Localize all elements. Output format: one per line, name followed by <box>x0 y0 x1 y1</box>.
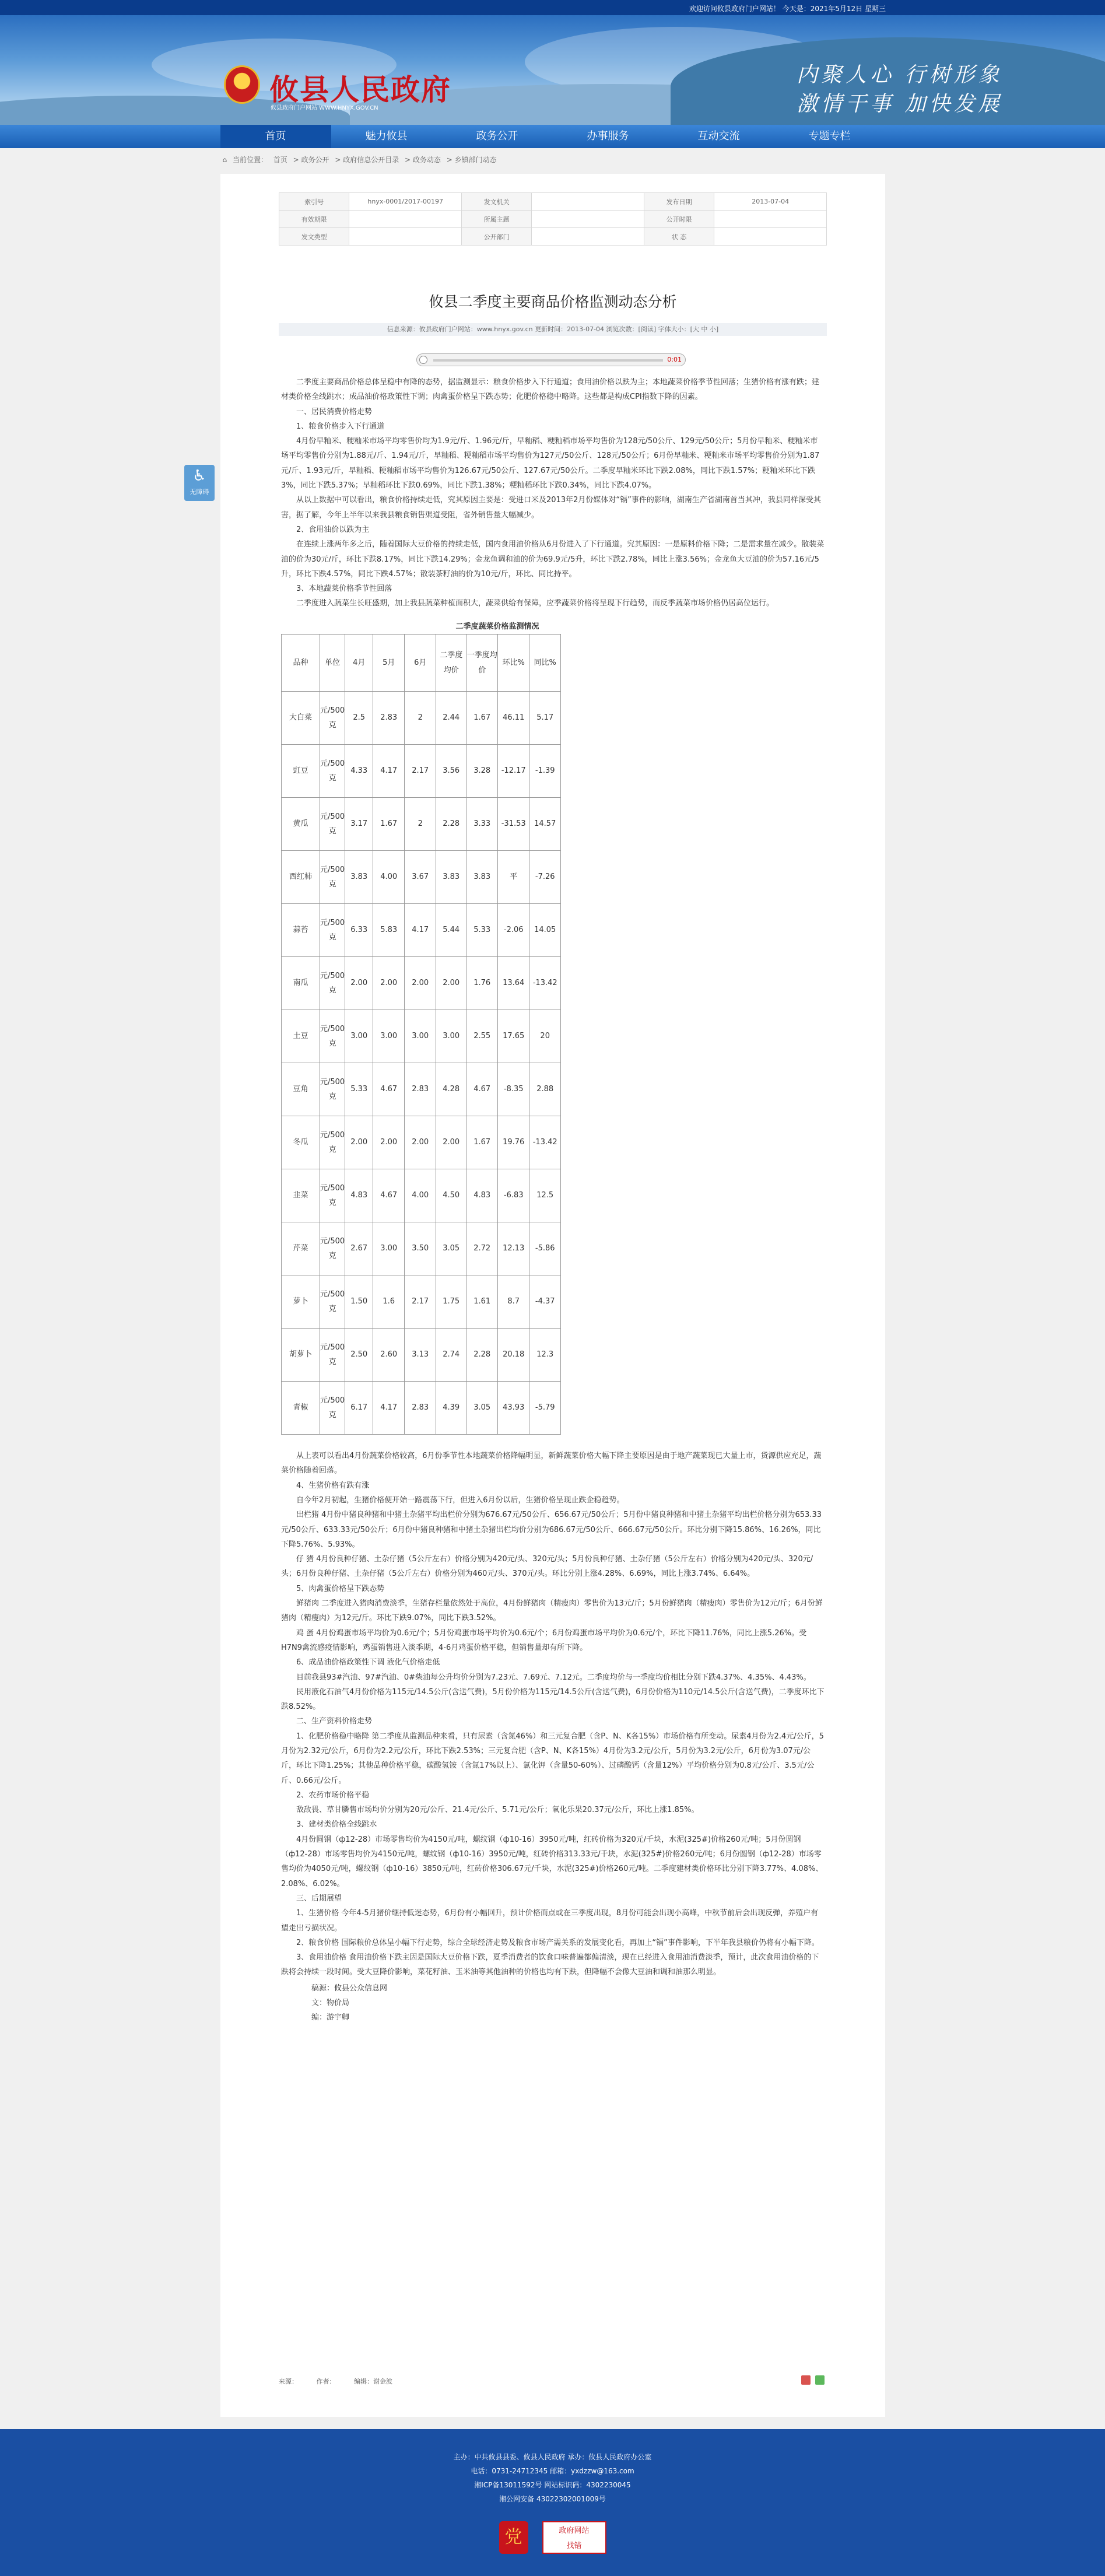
table-cell: 2.5 <box>345 692 373 745</box>
table-header: 单位 <box>320 635 345 692</box>
table-cell: 5.17 <box>529 692 561 745</box>
table-cell: 2.83 <box>373 692 405 745</box>
table-header: 品种 <box>282 635 320 692</box>
article-paragraph: 民用液化石油气4月份价格为115元/14.5公斤(含送气费)，5月份价格为115元/14.5公斤(含送气费)，6月份价格为110元/14.5公斤(含送气费)，二季度环比下跌8.52%。 <box>281 1687 825 1712</box>
footer-line-contact: 电话：0731-24712345 邮箱：yxdzzw@163.com <box>471 2467 634 2475</box>
breadcrumb <box>220 148 885 171</box>
article-paragraphs-part1 <box>281 375 825 611</box>
table-cell: 3.05 <box>436 1222 466 1275</box>
article-paragraph: 仔 猪 4月份良种仔猪、土杂仔猪（5公斤左右）价格分别为420元/头、320元/头；5月份良种仔猪、土杂仔猪（5公斤左右）价格分别为420元/头、320元/头；6月份良种仔猪、土杂仔猪（5公斤左右）价格分别为460元/头、370元/头。环比分别上涨4.28%、6.69%，同比上涨3.74%、6.64%。 <box>281 1555 813 1579</box>
meta-value: 2013-07-04 <box>714 193 827 211</box>
breadcrumb-gov-affairs[interactable]: > 政务公开 <box>293 156 329 164</box>
table-cell: 4.67 <box>466 1063 498 1116</box>
table-cell: 2.00 <box>405 1116 436 1169</box>
table-row <box>282 957 561 1010</box>
table-cell: 2.50 <box>345 1329 373 1382</box>
table-cell: 平 <box>498 851 529 904</box>
footer-line-police[interactable]: 湘公网安备 43022302001009号 <box>499 2495 606 2503</box>
table-cell: 蒜苔 <box>282 904 320 957</box>
table-cell: -1.39 <box>529 745 561 798</box>
table-cell: 韭菜 <box>282 1169 320 1222</box>
table-cell: -6.83 <box>498 1169 529 1222</box>
table-cell: 2.74 <box>436 1329 466 1382</box>
table-cell: 3.28 <box>466 745 498 798</box>
meta-key: 所属主题 <box>461 211 531 228</box>
table-cell: 1.75 <box>436 1275 466 1329</box>
table-header: 同比% <box>529 635 561 692</box>
table-cell: 1.61 <box>466 1275 498 1329</box>
sign-line: 稿源：攸县公众信息网 <box>311 1983 388 1993</box>
meta-value <box>349 228 462 246</box>
meta-key: 公开时限 <box>644 211 714 228</box>
table-cell: 青椒 <box>282 1382 320 1435</box>
audio-player[interactable] <box>416 353 686 366</box>
table-cell: 3.83 <box>466 851 498 904</box>
table-row <box>282 798 561 851</box>
table-cell: 2.67 <box>345 1222 373 1275</box>
table-cell: 1.6 <box>373 1275 405 1329</box>
slogan-line1: 内聚人心 行树形象 <box>797 63 1003 87</box>
table-cell: 3.56 <box>436 745 466 798</box>
table-cell: 胡萝卜 <box>282 1329 320 1382</box>
table-cell: 2.44 <box>436 692 466 745</box>
table-cell: 4.83 <box>466 1169 498 1222</box>
table-cell: 2.72 <box>466 1222 498 1275</box>
meta-key: 发文机关 <box>461 193 531 211</box>
table-cell: 4.17 <box>373 1382 405 1435</box>
article-paragraph: 4、生猪价格有跌有涨 <box>296 1481 370 1490</box>
table-cell: 元/500克 <box>320 745 345 798</box>
table-cell: 43.93 <box>498 1382 529 1435</box>
table-header: 6月 <box>405 635 436 692</box>
article-paragraph: 5、肉禽蛋价格呈下跌态势 <box>296 1584 385 1593</box>
table-cell: 2.00 <box>405 957 436 1010</box>
header-banner <box>0 15 1105 125</box>
table-cell: 20 <box>529 1010 561 1063</box>
meta-key: 发布日期 <box>644 193 714 211</box>
table-cell: 4.83 <box>345 1169 373 1222</box>
table-header: 5月 <box>373 635 405 692</box>
article-paragraph: 二季度主要商品价格总体呈稳中有降的态势，据监测显示：粮食价格步入下行通道；食用油价格以跌为主；本地蔬菜价格季节性回落；生猪价格有涨有跌；建材类价格全线跳水；成品油价格政策性下调；肉禽蛋价格呈下跌态势；化肥价格稳中略降。这些都是构成CPI指数下降的因素。 <box>281 378 820 402</box>
nav-item-topics[interactable]: 专题专栏 <box>808 130 851 142</box>
wheelchair-icon: ♿ <box>192 467 206 485</box>
accessibility-button[interactable] <box>184 465 215 501</box>
badge2-line1: 政府网站 <box>559 2526 590 2535</box>
table-cell: 1.50 <box>345 1275 373 1329</box>
footer-line-icp[interactable]: 湘ICP备13011592号 网站标识码：4302230045 <box>474 2481 631 2489</box>
table-cell: 19.76 <box>498 1116 529 1169</box>
table-cell: 元/500克 <box>320 904 345 957</box>
table-cell: 元/500克 <box>320 1116 345 1169</box>
table-cell: -2.06 <box>498 904 529 957</box>
table-cell: 元/500克 <box>320 1382 345 1435</box>
table-cell: 3.00 <box>345 1010 373 1063</box>
table-cell: 2.83 <box>405 1382 436 1435</box>
print-icon[interactable] <box>801 2375 811 2385</box>
table-cell: -7.26 <box>529 851 561 904</box>
table-cell: 4.67 <box>373 1063 405 1116</box>
article-paragraph: 1、生猪价格 今年4-5月猪价继持低迷态势，6月份有小幅回升，预计价格而点或在三季度出现，8月份可能会出现小高峰，中秋节前后会出现反弹，养殖户有望走出亏损状况。 <box>281 1909 819 1933</box>
share-bar <box>799 2375 825 2387</box>
article-info: 信息来源：攸县政府门户网站：www.hnyx.gov.cn 更新时间：2013-07-04 浏览次数：[阅读] 字体大小：[大 中 小] <box>279 323 827 336</box>
article-sign-block <box>281 1981 825 2025</box>
table-cell: 5.44 <box>436 904 466 957</box>
table-cell: 萝卜 <box>282 1275 320 1329</box>
article-paragraph: 2、粮食价格 国际粮价总体呈小幅下行走势，综合全球经济走势及粮食市场产需关系的发展变化看，再加上“镉”事件影响，下半年我县粮价仍将有小幅下降。 <box>296 1938 819 1947</box>
table-row <box>282 1222 561 1275</box>
article-paragraph: 一、居民消费价格走势 <box>296 407 373 416</box>
table-cell: 2.00 <box>436 1116 466 1169</box>
table-cell: 4.00 <box>373 851 405 904</box>
table-cell: 4.67 <box>373 1169 405 1222</box>
article-paragraphs-part2 <box>281 1449 825 1980</box>
table-row <box>282 1382 561 1435</box>
table-caption: 二季度蔬菜价格监测情况 <box>455 622 539 631</box>
table-header: 二季度均价 <box>436 635 466 692</box>
table-cell: 元/500克 <box>320 1169 345 1222</box>
article-paragraph: 3、本地蔬菜价格季节性回落 <box>296 584 392 594</box>
table-cell: 3.05 <box>466 1382 498 1435</box>
table-row <box>282 851 561 904</box>
table-cell: 豇豆 <box>282 745 320 798</box>
nav-item-services[interactable]: 办事服务 <box>587 130 629 142</box>
meta-key: 索引号 <box>279 193 349 211</box>
meta-key: 公开部门 <box>461 228 531 246</box>
tail-source: 来源： <box>279 2378 298 2385</box>
table-cell: 12.13 <box>498 1222 529 1275</box>
table-row <box>282 1275 561 1329</box>
site-title[interactable]: 攸县人民政府 <box>269 72 451 107</box>
article-paragraph: 6、成品油价格政策性下调 液化气价格走低 <box>296 1658 440 1667</box>
nav-item-interaction[interactable]: 互动交流 <box>697 130 740 142</box>
article-paragraph: 3、食用油价格 食用油价格下跌主因是国际大豆价格下跌，夏季消费者的饮食口味普遍都偏清淡，现在已经进入食用油消费淡季，预计，此次食用油价格的下跌将会持续一段时间。受大豆降价影响，菜花籽油、玉米油等其他油种的价格也均有下跌，但降幅不会像大豆油和调和油那么明显。 <box>281 1953 819 1977</box>
article-paragraph: 4月份早籼米、粳籼米市场平均零售价均为1.9元/斤、1.96元/斤，早籼稻、粳籼稻市场平均售价为128元/50公斤、129元/50公斤；5月份早籼米、粳籼米市场平均零售价分别为1.88元/斤、1.94元/斤，早籼稻、粳籼稻市场平均售价为127元/50公斤、128元/50公斤；6月份早籼米、粳籼米市场平均零售价分别为1.87元/斤、1.93元/斤，早籼稻、粳籼稻市场平均售价为126.67元/50公斤、127.67元/50公斤。二季度早籼米环比下跌2.08%，同比下跌1.57%；粳籼米环比下跌3%，同比下跌5.37%；早籼稻环比下跌0.69%，同比下跌1.38%；粳籼稻环比下跌0.34%，同比下跌4.07%。 <box>281 437 820 490</box>
table-cell: 20.18 <box>498 1329 529 1382</box>
table-cell: 2.00 <box>345 1116 373 1169</box>
article-paragraph: 二、生产资料价格走势 <box>296 1717 373 1726</box>
table-cell: 1.76 <box>466 957 498 1010</box>
breadcrumb-catalog[interactable]: > 政府信息公开目录 <box>335 156 399 164</box>
table-cell: 5.33 <box>345 1063 373 1116</box>
article-paragraph: 2、农药市场价格平稳 <box>296 1790 370 1800</box>
table-cell: 4.00 <box>405 1169 436 1222</box>
table-cell: 2.83 <box>405 1063 436 1116</box>
audio-progress-track[interactable] <box>433 359 663 362</box>
meta-value <box>532 211 644 228</box>
table-cell: 14.57 <box>529 798 561 851</box>
table-cell: 4.50 <box>436 1169 466 1222</box>
table-cell: 5.33 <box>466 904 498 957</box>
table-cell: 2.00 <box>436 957 466 1010</box>
table-cell: 2.60 <box>373 1329 405 1382</box>
breadcrumb-dynamics[interactable]: > 政务动态 <box>405 156 441 164</box>
table-cell: -8.35 <box>498 1063 529 1116</box>
table-row <box>282 1063 561 1116</box>
article-paragraph: 自今年2月初起，生猪价格便开始一路震荡下行，但进入6月份以后，生猪价格呈现止跌企稳趋势。 <box>296 1495 625 1505</box>
table-cell: 3.00 <box>373 1010 405 1063</box>
meta-value <box>714 228 827 246</box>
article-paragraph: 从以上数据中可以看出，粮食价格持续走低，究其原因主要是：受进口米及2013年2月份媒体对“镉”事件的影响，湖南生产省湖南首当其冲，我县同样深受其害，据了解，今年上半年以来我县粮食销售渠道受阻，省外销售量大幅减少。 <box>281 496 821 520</box>
audio-time: 0:01 <box>667 356 682 363</box>
table-cell: 元/500克 <box>320 798 345 851</box>
table-cell: 3.13 <box>405 1329 436 1382</box>
table-cell: 3.17 <box>345 798 373 851</box>
table-cell: 6.17 <box>345 1382 373 1435</box>
table-cell: 元/500克 <box>320 1222 345 1275</box>
table-cell: 6.33 <box>345 904 373 957</box>
table-cell: 3.00 <box>405 1010 436 1063</box>
meta-value: hnyx-0001/2017-00197 <box>349 193 462 211</box>
table-cell: 4.28 <box>436 1063 466 1116</box>
table-cell: 土豆 <box>282 1010 320 1063</box>
footer-line-sponsor: 主办：中共攸县县委、攸县人民政府 承办：攸县人民政府办公室 <box>453 2453 652 2461</box>
table-cell: 2.28 <box>466 1329 498 1382</box>
table-cell: -5.86 <box>529 1222 561 1275</box>
meta-value <box>532 193 644 211</box>
table-cell: 3.50 <box>405 1222 436 1275</box>
table-cell: 4.17 <box>373 745 405 798</box>
table-cell: -4.37 <box>529 1275 561 1329</box>
table-row <box>282 692 561 745</box>
share-icon[interactable] <box>815 2375 825 2385</box>
article-paragraph: 4月份圆钢（ф12-28）市场零售均价为4150元/吨，螺纹钢（ф10-16）3950元/吨，红砖价格为320元/千块，水泥(325#)价格260元/吨；5月份圆钢（ф12-28）市场零售均价为4150元/吨，螺纹钢（ф10-16）3950元/吨，红砖价格313.33元/千块，水泥(325#)价格260元/吨；6月份圆钢（ф12-28）市场零售均价为4050元/吨，螺纹钢（ф10-16）3850元/吨，红砖价格306.67元/千块，水泥(325#)价格260元/吨。二季度建材类价格环比分别下降3.77%、4.08%、2.08%、6.02%。 <box>281 1835 823 1888</box>
article-paragraph: 鲜猪肉 二季度进入猪肉消费淡季，生猪存栏量依然处于高位，4月份鲜猪肉（精瘦肉）零售价为13元/斤；5月份鲜猪肉（精瘦肉）零售价为12元/斤；6月份鲜猪肉（精瘦肉）为12元/斤。环比下跌9.07%，同比下跌3.52%。 <box>281 1599 823 1623</box>
main-nav <box>0 125 1105 148</box>
table-row <box>282 745 561 798</box>
sign-line: 文：物价局 <box>311 1999 350 2008</box>
table-header: 环比% <box>498 635 529 692</box>
table-cell: 5.83 <box>373 904 405 957</box>
article-paragraph: 2、食用油价以跌为主 <box>296 525 370 534</box>
table-cell: 2.17 <box>405 1275 436 1329</box>
article-paragraph: 1、化肥价格稳中略降 第二季度从监测品种来看，只有尿素（含氮46%）和三元复合肥（含P、N、K各15%）市场价格有所变动。尿素4月份为2.4元/公斤，5月份为2.32元/公斤，6月份为2.2元/公斤，环比下跌2.53%；三元复合肥（含P、N、K各15%）4月份为3.2元/公斤，5月份为3.2元/公斤，6月份为3.07元/公斤，环比下降1.25%；其他品种价格平稳，碳酸氢铵（含氮17%以上）、氯化钾（含量50-60%）、过磷酸钙（含量12%）平均价格分别为0.8元/公斤、3.5元/公斤、0.66元/公斤。 <box>281 1732 824 1785</box>
article-paragraph: 三、后期展望 <box>296 1894 342 1903</box>
site-subtitle: 攸县政府门户网站 WWW.HNYX.GOV.CN <box>271 105 378 111</box>
table-cell: 元/500克 <box>320 692 345 745</box>
table-cell: 2.28 <box>436 798 466 851</box>
table-cell: 芹菜 <box>282 1222 320 1275</box>
table-row <box>282 904 561 957</box>
sign-line: 编：游宇卿 <box>311 2013 350 2023</box>
table-cell: -5.79 <box>529 1382 561 1435</box>
article-paragraph: 在连续上涨两年多之后，随着国际大豆价格的持续走低，国内食用油价格从6月份进入了下行通道。究其原因：一是原料价格下降；二是需求量在减少。散装菜油的价为30元/斤，环比下跌8.17%，同比下跌14.29%；金龙鱼调和油的价为69.9元/5升，环比下跌2.78%，同比上涨3.56%；金龙鱼大豆油的价为57.16元/5升，环比下跌4.57%，同比下跌4.57%；散装茶籽油的价为10元/斤，环比、同比持平。 <box>281 540 825 579</box>
breadcrumb-label: 当前位置： <box>232 156 268 164</box>
table-cell: 13.64 <box>498 957 529 1010</box>
table-cell: 豆角 <box>282 1063 320 1116</box>
breadcrumb-town-dynamics[interactable]: > 乡镇部门动态 <box>446 156 497 164</box>
table-cell: 4.39 <box>436 1382 466 1435</box>
tail-author: 作者： <box>316 2378 336 2385</box>
meta-table <box>279 192 827 246</box>
meta-value <box>714 211 827 228</box>
table-cell: 3.33 <box>466 798 498 851</box>
table-cell: -13.42 <box>529 957 561 1010</box>
article-paragraph: 目前我县93#汽油、97#汽油、0#柴油每公升均价分别为7.23元、7.69元、7.12元。二季度均价与一季度均价相比分别下跌4.37%、4.35%、4.43%。 <box>296 1673 811 1682</box>
table-cell: 17.65 <box>498 1010 529 1063</box>
table-cell: 3.83 <box>345 851 373 904</box>
table-cell: 元/500克 <box>320 1275 345 1329</box>
table-cell: 元/500克 <box>320 957 345 1010</box>
table-cell: 2.88 <box>529 1063 561 1116</box>
table-cell: 3.67 <box>405 851 436 904</box>
home-icon: ⌂ <box>222 156 227 164</box>
party-badge-icon[interactable]: 党 <box>499 2521 528 2554</box>
gov-site-error-badge[interactable] <box>542 2521 606 2554</box>
table-header: 4月 <box>345 635 373 692</box>
table-cell: 元/500克 <box>320 1329 345 1382</box>
table-cell: 大白菜 <box>282 692 320 745</box>
meta-key: 有效期限 <box>279 211 349 228</box>
table-cell: 1.67 <box>466 692 498 745</box>
table-cell: 3.83 <box>436 851 466 904</box>
table-header: 一季度均价 <box>466 635 498 692</box>
table-cell: 冬瓜 <box>282 1116 320 1169</box>
table-cell: -31.53 <box>498 798 529 851</box>
article-paragraph: 1、粮食价格步入下行通道 <box>296 422 385 431</box>
table-cell: 黄瓜 <box>282 798 320 851</box>
breadcrumb-home[interactable]: 首页 <box>273 156 287 164</box>
badge2-line2: 找错 <box>566 2542 582 2550</box>
table-cell: 西红柿 <box>282 851 320 904</box>
article-paragraph: 从上表可以看出4月份蔬菜价格较高，6月份季节性本地蔬菜价格降幅明显，新鲜蔬菜价格大幅下降主要原因是由于地产蔬菜现已大量上市，货源供应充足，蔬菜价格随着回落。 <box>281 1452 822 1475</box>
article-title: 攸县二季度主要商品价格监测动态分析 <box>429 293 677 310</box>
article-container <box>220 174 885 2417</box>
footer <box>0 2429 1105 2576</box>
table-cell: 2.00 <box>345 957 373 1010</box>
table-cell: 3.00 <box>373 1222 405 1275</box>
table-cell: 元/500克 <box>320 1063 345 1116</box>
table-cell: -12.17 <box>498 745 529 798</box>
table-cell: 2.55 <box>466 1010 498 1063</box>
table-cell: 元/500克 <box>320 1010 345 1063</box>
meta-key: 发文类型 <box>279 228 349 246</box>
article-paragraph: 鸡 蛋 4月份鸡蛋市场平均价为0.6元/个；5月份鸡蛋市场平均价为0.6元/个；6月份鸡蛋市场平均价为0.6元/个，环比下降11.76%，同比上涨5.26%。受H7N9禽流感疫情影响，鸡蛋销售进入淡季期，4-6月鸡蛋价格平稳，但销售量却有所下降。 <box>281 1628 807 1652</box>
meta-value <box>532 228 644 246</box>
article-paragraph: 敌敌畏、草甘膦售市场均价分别为20元/公斤、21.4元/公斤、5.71元/公斤；氧化乐果20.37元/公斤，环比上涨1.85%。 <box>296 1806 699 1815</box>
meta-key: 状 态 <box>644 228 714 246</box>
nav-item-home[interactable]: 首页 <box>220 125 331 148</box>
table-cell: 14.05 <box>529 904 561 957</box>
table-cell: 4.17 <box>405 904 436 957</box>
table-cell: 南瓜 <box>282 957 320 1010</box>
table-cell: 4.33 <box>345 745 373 798</box>
table-row <box>282 1116 561 1169</box>
accessibility-label: 无障碍 <box>190 488 209 496</box>
play-button[interactable] <box>419 356 427 364</box>
table-cell: 1.67 <box>466 1116 498 1169</box>
slogan-line2: 激情干事 加快发展 <box>797 92 1003 116</box>
table-cell: 3.00 <box>436 1010 466 1063</box>
national-emblem-icon[interactable] <box>224 65 260 104</box>
table-cell: 2 <box>405 692 436 745</box>
table-cell: 2.17 <box>405 745 436 798</box>
meta-value <box>349 211 462 228</box>
table-cell: 8.7 <box>498 1275 529 1329</box>
article-tail <box>279 2377 409 2386</box>
table-cell: -13.42 <box>529 1116 561 1169</box>
table-cell: 12.3 <box>529 1329 561 1382</box>
article-body <box>281 375 825 2025</box>
table-cell: 46.11 <box>498 692 529 745</box>
welcome-text: 欢迎访问攸县政府门户网站！ 今天是：2021年5月12日 星期三 <box>689 5 886 13</box>
article-paragraph: 3、建材类价格全线跳水 <box>296 1820 377 1830</box>
table-cell: 2.00 <box>373 957 405 1010</box>
table-row <box>282 1169 561 1222</box>
table-row <box>282 1329 561 1382</box>
top-bar <box>0 0 1105 15</box>
vegetable-price-table <box>281 634 561 1435</box>
table-cell: 元/500克 <box>320 851 345 904</box>
nav-item-gov-affairs[interactable]: 政务公开 <box>476 130 518 142</box>
nav-item-charm[interactable]: 魅力攸县 <box>365 130 408 142</box>
table-cell: 2 <box>405 798 436 851</box>
table-cell: 1.67 <box>373 798 405 851</box>
article-paragraph: 出栏猪 4月份中猪良种猪和中猪土杂猪平均出栏价分别为676.67元/50公斤、656.67元/50公斤；5月份中猪良种猪和中猪土杂猪平均出栏价格分别为653.33元/50公斤、633.33元/50公斤；6月份中猪良种猪和中猪土杂猪出栏均价分别为686.67元/50公斤、666.67元/50公斤。环比分别下降15.86%、16.26%，同比下降5.76%、5.93%。 <box>281 1510 822 1549</box>
table-cell: 12.5 <box>529 1169 561 1222</box>
table-row <box>282 1010 561 1063</box>
table-cell: 2.00 <box>373 1116 405 1169</box>
tail-editor: 编辑：谢金波 <box>354 2378 392 2385</box>
article-paragraph: 二季度进入蔬菜生长旺盛期，加上我县蔬菜种植面积大，蔬菜供给有保障，应季蔬菜价格将呈现下行趋势，而反季蔬菜市场价格仍居高位运行。 <box>296 599 774 608</box>
